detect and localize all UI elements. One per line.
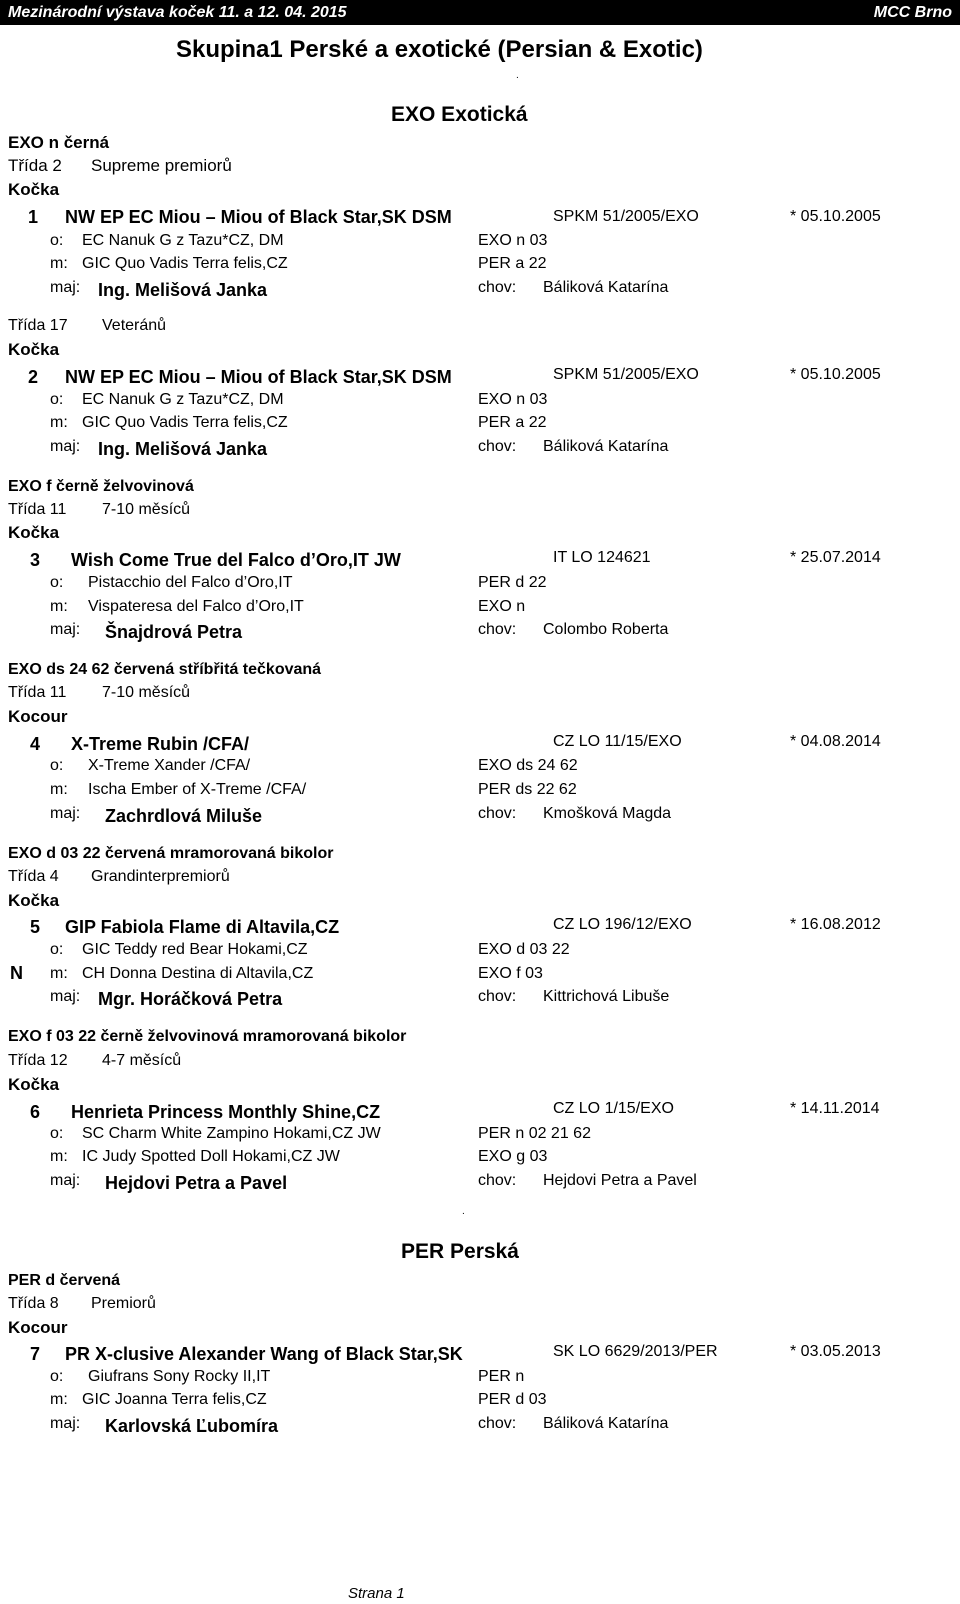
sire-ems: PER n 02 21 62 [478, 1125, 591, 1142]
dam-label: m: [50, 598, 68, 615]
page-number: Strana 1 [348, 1585, 405, 1602]
class-name: Premiorů [91, 1295, 156, 1312]
birth-date: * 03.05.2013 [790, 1343, 881, 1360]
sire-name: SC Charm White Zampino Hokami,CZ JW [82, 1125, 381, 1142]
breeder-name: Hejdovi Petra a Pavel [543, 1172, 697, 1189]
owner-name: Šnajdrová Petra [105, 622, 243, 642]
sire-name: GIC Teddy red Bear Hokami,CZ [82, 941, 308, 958]
entry-number: 4 [30, 734, 41, 754]
color-heading: EXO f černě želvovinová [8, 478, 194, 495]
dam-label: m: [50, 1148, 68, 1165]
owner-name: Karlovská Ľubomíra [105, 1416, 279, 1436]
breeder-name: Báliková Katarína [543, 438, 669, 455]
owner-name: Zachrdlová Miluše [105, 806, 263, 826]
sire-label: o: [50, 232, 64, 249]
breeder-label: chov: [478, 1415, 517, 1432]
sire-ems: PER d 22 [478, 574, 547, 591]
sire-label: o: [50, 391, 64, 408]
sire-ems: EXO n 03 [478, 391, 548, 408]
dam-ems: EXO f 03 [478, 965, 543, 982]
owner-label: maj: [50, 438, 81, 455]
breeder-label: chov: [478, 621, 517, 638]
sire-label: o: [50, 757, 64, 774]
dam-ems: PER a 22 [478, 414, 547, 431]
sire-label: o: [50, 1125, 64, 1142]
sire-label: o: [50, 574, 64, 591]
dam-label: m: [50, 781, 68, 798]
dam-name: Vispateresa del Falco d’Oro,IT [88, 598, 304, 615]
registration-number: SPKM 51/2005/EXO [553, 366, 699, 383]
sex-label: Kočka [8, 340, 60, 359]
class-name: 7-10 měsíců [102, 684, 191, 701]
page-header [0, 0, 960, 25]
entry-number: 1 [28, 207, 39, 227]
breeder-name: Kmošková Magda [543, 805, 672, 822]
header-club: MCC Brno [873, 4, 952, 21]
dam-label: m: [50, 414, 68, 431]
entry-number: 5 [30, 917, 41, 937]
owner-label: maj: [50, 1172, 81, 1189]
cat-name: GIP Fabiola Flame di Altavila,CZ [65, 917, 340, 937]
header-event: Mezinárodní výstava koček 11. a 12. 04. 2015 [8, 4, 347, 21]
breeder-label: chov: [478, 805, 517, 822]
dam-label: m: [50, 255, 68, 272]
dam-name: IC Judy Spotted Doll Hokami,CZ JW [82, 1148, 340, 1165]
sire-ems: EXO d 03 22 [478, 941, 570, 958]
sex-label: Kočka [8, 1075, 60, 1094]
breed-title-per: PER Perská [401, 1240, 519, 1263]
dam-name: GIC Quo Vadis Terra felis,CZ [82, 255, 288, 272]
class-label: Třída 17 [8, 317, 68, 334]
sire-name: Giufrans Sony Rocky II,IT [88, 1368, 271, 1385]
dam-name: GIC Quo Vadis Terra felis,CZ [82, 414, 288, 431]
color-heading: EXO ds 24 62 červená stříbřitá tečkovaná [8, 661, 322, 678]
class-name: 7-10 měsíců [102, 501, 191, 518]
class-name: Veteránů [102, 317, 167, 334]
dam-label: m: [50, 965, 68, 982]
class-label: Třída 4 [8, 868, 59, 885]
cat-name: Wish Come True del Falco d’Oro,IT JW [71, 550, 401, 570]
owner-name: Ing. Melišová Janka [98, 280, 268, 300]
dam-label: m: [50, 1391, 68, 1408]
breeder-label: chov: [478, 988, 517, 1005]
novice-mark: N [10, 963, 23, 983]
entry-number: 6 [30, 1102, 41, 1122]
dam-name: GIC Joanna Terra felis,CZ [82, 1391, 267, 1408]
class-label: Třída 11 [8, 501, 67, 518]
class-label: Třída 11 [8, 684, 67, 701]
birth-date: * 14.11.2014 [790, 1100, 880, 1117]
dam-ems: PER a 22 [478, 255, 547, 272]
registration-number: CZ LO 1/15/EXO [553, 1100, 674, 1117]
color-heading: EXO n černá [8, 133, 110, 152]
cat-name: Henrieta Princess Monthly Shine,CZ [71, 1102, 381, 1122]
breeder-label: chov: [478, 438, 517, 455]
sex-label: Kočka [8, 180, 60, 199]
owner-label: maj: [50, 805, 81, 822]
registration-number: SK LO 6629/2013/PER [553, 1343, 718, 1360]
birth-date: * 04.08.2014 [790, 733, 881, 750]
dam-name: CH Donna Destina di Altavila,CZ [82, 965, 314, 982]
entry-number: 3 [30, 550, 41, 570]
sire-ems: EXO ds 24 62 [478, 757, 578, 774]
color-heading: EXO d 03 22 červená mramorovaná bikolor [8, 845, 334, 862]
class-label: Třída 2 [8, 156, 62, 175]
sire-label: o: [50, 1368, 64, 1385]
entry-number: 7 [30, 1344, 41, 1364]
breeder-name: Báliková Katarína [543, 1415, 669, 1432]
dam-ems: EXO n [478, 598, 526, 615]
color-heading: EXO f 03 22 černě želvovinová mramorovaná bikolor [8, 1028, 407, 1045]
registration-number: CZ LO 11/15/EXO [553, 733, 682, 750]
dam-ems: PER d 03 [478, 1391, 547, 1408]
color-heading: PER d červená [8, 1272, 121, 1289]
breeder-name: Báliková Katarína [543, 279, 669, 296]
class-name: Grandinterpremiorů [91, 868, 230, 885]
dam-name: Ischa Ember of X-Treme /CFA/ [88, 781, 307, 798]
owner-label: maj: [50, 621, 81, 638]
breeder-label: chov: [478, 279, 517, 296]
owner-label: maj: [50, 988, 81, 1005]
breed-title-exo: EXO Exotická [391, 103, 528, 126]
owner-name: Hejdovi Petra a Pavel [105, 1173, 288, 1193]
breeder-label: chov: [478, 1172, 517, 1189]
sire-ems: PER n [478, 1368, 525, 1385]
dam-ems: EXO g 03 [478, 1148, 548, 1165]
sire-name: EC Nanuk G z Tazu*CZ, DM [82, 232, 284, 249]
birth-date: * 05.10.2005 [790, 366, 881, 383]
class-name: 4-7 měsíců [102, 1052, 182, 1069]
owner-label: maj: [50, 1415, 81, 1432]
entry-number: 2 [28, 367, 39, 387]
owner-name: Mgr. Horáčková Petra [98, 989, 283, 1009]
birth-date: * 16.08.2012 [790, 916, 881, 933]
cat-name: X-Treme Rubin /CFA/ [71, 734, 250, 754]
sire-name: EC Nanuk G z Tazu*CZ, DM [82, 391, 284, 408]
registration-number: CZ LO 196/12/EXO [553, 916, 692, 933]
breeder-name: Colombo Roberta [543, 621, 669, 638]
sex-label: Kočka [8, 891, 60, 910]
sire-label: o: [50, 941, 64, 958]
group-title: Skupina1 Perské a exotické (Persian & Exotic) [176, 36, 703, 63]
birth-date: * 25.07.2014 [790, 549, 881, 566]
sire-name: Pistacchio del Falco d’Oro,IT [88, 574, 293, 591]
registration-number: SPKM 51/2005/EXO [553, 208, 699, 225]
cat-name: PR X-clusive Alexander Wang of Black Star,SK [65, 1344, 463, 1364]
dam-ems: PER ds 22 62 [478, 781, 577, 798]
breeder-name: Kittrichová Libuše [543, 988, 670, 1005]
sire-name: X-Treme Xander /CFA/ [88, 757, 251, 774]
owner-label: maj: [50, 279, 81, 296]
sex-label: Kocour [8, 1318, 68, 1337]
sire-ems: EXO n 03 [478, 232, 548, 249]
registration-number: IT LO 124621 [553, 549, 651, 566]
dot-mark: . [516, 70, 519, 81]
owner-name: Ing. Melišová Janka [98, 439, 268, 459]
class-name: Supreme premiorů [91, 156, 232, 175]
sex-label: Kocour [8, 707, 68, 726]
class-label: Třída 12 [8, 1052, 68, 1069]
birth-date: * 05.10.2005 [790, 208, 881, 225]
dot-mark: . [462, 1206, 465, 1217]
cat-name: NW EP EC Miou – Miou of Black Star,SK DSM [65, 367, 452, 387]
sex-label: Kočka [8, 523, 60, 542]
cat-name: NW EP EC Miou – Miou of Black Star,SK DSM [65, 207, 452, 227]
class-label: Třída 8 [8, 1295, 59, 1312]
